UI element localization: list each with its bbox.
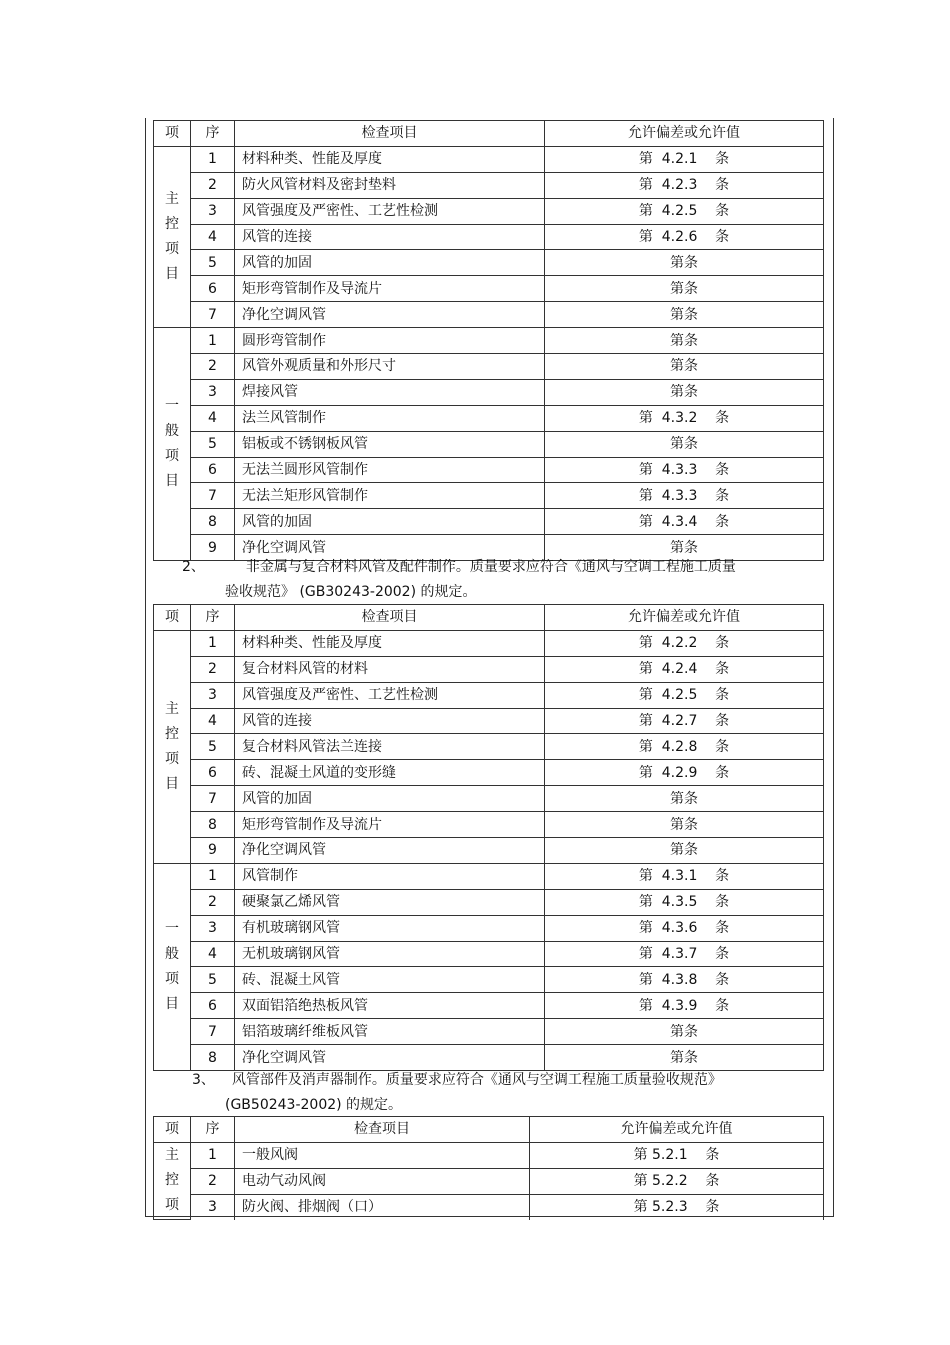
item-cell: 防火风管材料及密封垫料 (235, 172, 545, 198)
seq-cell: 7 (191, 1019, 235, 1045)
header-allowance: 允许偏差或允许值 (545, 605, 824, 631)
seq-cell: 2 (191, 354, 235, 380)
item-cell: 砖、混凝土风管 (235, 967, 545, 993)
category-cell (154, 863, 191, 1070)
seq-cell: 1 (191, 1142, 235, 1168)
table-row (154, 172, 824, 198)
allowance-cell: 第条 (545, 812, 824, 838)
header-row (154, 121, 824, 147)
seq-cell: 3 (191, 198, 235, 224)
item-cell: 净化空调风管 (235, 838, 545, 864)
section-2-heading (182, 556, 736, 576)
item-cell: 风管外观质量和外形尺寸 (235, 354, 545, 380)
seq-cell: 4 (191, 405, 235, 431)
inspection-table-composite-ducts (153, 604, 824, 1071)
inspection-table-duct-components (153, 1116, 824, 1220)
table-row (154, 457, 824, 483)
seq-cell: 5 (191, 734, 235, 760)
seq-cell: 6 (191, 276, 235, 302)
seq-cell: 9 (191, 535, 235, 561)
category-char: 项 (165, 750, 179, 767)
table-row (154, 328, 824, 354)
section-3-heading (192, 1069, 722, 1089)
allowance-cell: 第条 (545, 786, 824, 812)
table-row (154, 250, 824, 276)
table-row (154, 889, 824, 915)
category-cell (154, 146, 191, 327)
header-category: 项 (154, 605, 191, 631)
item-cell: 风管的连接 (235, 708, 545, 734)
item-cell: 铝板或不锈钢板风管 (235, 431, 545, 457)
allowance-cell: 第条 (545, 250, 824, 276)
item-cell: 双面铝箔绝热板风管 (235, 993, 545, 1019)
table-row (154, 863, 824, 889)
category-char: 一 (165, 920, 179, 937)
table-row (154, 993, 824, 1019)
section-text: 非金属与复合材料风管及配件制作。质量要求应符合《通风与空调工程施工质量 (245, 559, 736, 575)
allowance-cell: 第条 (545, 328, 824, 354)
allowance-cell: 第条 (545, 1045, 824, 1071)
category-char: 般 (165, 945, 179, 962)
seq-cell: 3 (191, 379, 235, 405)
allowance-cell: 第 4.2.1 条 (545, 146, 824, 172)
header-row (154, 1117, 824, 1143)
category-char: 目 (165, 266, 179, 282)
header-category: 项 (154, 121, 191, 147)
table-row (154, 431, 824, 457)
item-cell: 电动气动风阀 (235, 1168, 530, 1194)
seq-cell: 3 (191, 915, 235, 941)
table-row (154, 734, 824, 760)
table-row (154, 354, 824, 380)
seq-cell: 6 (191, 457, 235, 483)
seq-cell: 7 (191, 483, 235, 509)
table-row (154, 1168, 824, 1194)
item-cell: 一般风阀 (235, 1142, 530, 1168)
item-cell: 净化空调风管 (235, 1045, 545, 1071)
allowance-cell: 第条 (545, 354, 824, 380)
allowance-cell: 第 4.2.5 条 (545, 682, 824, 708)
header-allowance: 允许偏差或允许值 (545, 121, 824, 147)
allowance-cell: 第 5.2.3 条 (530, 1194, 824, 1219)
seq-cell: 3 (191, 1194, 235, 1219)
category-cell (154, 1142, 191, 1219)
item-cell: 风管的连接 (235, 224, 545, 250)
allowance-cell: 第条 (545, 535, 824, 561)
header-allowance: 允许偏差或允许值 (530, 1117, 824, 1143)
seq-cell: 7 (191, 302, 235, 328)
header-item: 检查项目 (235, 121, 545, 147)
seq-cell: 6 (191, 760, 235, 786)
allowance-cell: 第条 (545, 1019, 824, 1045)
seq-cell: 8 (191, 509, 235, 535)
header-row (154, 605, 824, 631)
seq-cell: 8 (191, 812, 235, 838)
seq-cell: 5 (191, 431, 235, 457)
item-cell: 焊接风管 (235, 379, 545, 405)
table-row (154, 483, 824, 509)
allowance-cell: 第条 (545, 838, 824, 864)
table-row (154, 379, 824, 405)
category-char: 项 (165, 448, 179, 465)
allowance-cell: 第 4.2.8 条 (545, 734, 824, 760)
header-seq: 序 (191, 605, 235, 631)
allowance-cell: 第 4.2.5 条 (545, 198, 824, 224)
category-char: 控 (165, 725, 179, 742)
allowance-cell: 第 4.2.9 条 (545, 760, 824, 786)
seq-cell: 6 (191, 993, 235, 1019)
header-seq: 序 (191, 1117, 235, 1143)
allowance-cell: 第 5.2.1 条 (530, 1142, 824, 1168)
category-char: 目 (165, 775, 179, 792)
table-row (154, 812, 824, 838)
table-row (154, 1045, 824, 1071)
allowance-cell: 第 4.3.6 条 (545, 915, 824, 941)
item-cell: 材料种类、性能及厚度 (235, 630, 545, 656)
table-row (154, 708, 824, 734)
category-char: 般 (165, 423, 179, 440)
table-row (154, 786, 824, 812)
item-cell: 风管的加固 (235, 786, 545, 812)
section-text: 风管部件及消声器制作。质量要求应符合《通风与空调工程施工质量验收规范》 (231, 1072, 722, 1088)
allowance-cell: 第条 (545, 276, 824, 302)
allowance-cell: 第 5.2.2 条 (530, 1168, 824, 1194)
seq-cell: 7 (191, 786, 235, 812)
allowance-cell: 第 4.2.6 条 (545, 224, 824, 250)
seq-cell: 1 (191, 328, 235, 354)
table-row (154, 915, 824, 941)
inspection-table-metal-ducts (153, 120, 824, 561)
item-cell: 防火阀、排烟阀（口） (235, 1194, 530, 1219)
section-3-continuation: (GB50243-2002) 的规定。 (225, 1097, 403, 1113)
category-char: 项 (165, 970, 179, 987)
allowance-cell: 第条 (545, 379, 824, 405)
table-row (154, 146, 824, 172)
category-char: 控 (165, 1172, 179, 1189)
header-seq: 序 (191, 121, 235, 147)
table-row (154, 682, 824, 708)
category-char: 主 (165, 191, 179, 207)
category-char: 目 (165, 995, 179, 1012)
allowance-cell: 第 4.2.7 条 (545, 708, 824, 734)
allowance-cell: 第条 (545, 302, 824, 328)
category-cell (154, 630, 191, 863)
item-cell: 圆形弯管制作 (235, 328, 545, 354)
section-number: 3、 (192, 1072, 215, 1088)
table-row (154, 198, 824, 224)
category-char: 项 (165, 241, 179, 257)
allowance-cell: 第条 (545, 431, 824, 457)
allowance-cell: 第 4.3.3 条 (545, 457, 824, 483)
seq-cell: 5 (191, 967, 235, 993)
table-row (154, 302, 824, 328)
category-char: 项 (165, 1197, 179, 1214)
table-row (154, 1142, 824, 1168)
seq-cell: 4 (191, 941, 235, 967)
section-number: 2、 (182, 559, 205, 575)
allowance-cell: 第 4.2.4 条 (545, 656, 824, 682)
table-row (154, 838, 824, 864)
allowance-cell: 第 4.3.1 条 (545, 863, 824, 889)
table-row (154, 760, 824, 786)
item-cell: 复合材料风管法兰连接 (235, 734, 545, 760)
category-char: 控 (165, 216, 179, 232)
allowance-cell: 第 4.3.9 条 (545, 993, 824, 1019)
table-row (154, 630, 824, 656)
item-cell: 法兰风管制作 (235, 405, 545, 431)
table-row (154, 656, 824, 682)
seq-cell: 2 (191, 172, 235, 198)
section-2-continuation: 验收规范》 (GB30243-2002) 的规定。 (225, 584, 477, 600)
item-cell: 风管制作 (235, 863, 545, 889)
seq-cell: 2 (191, 1168, 235, 1194)
table-row (154, 941, 824, 967)
category-char: 目 (165, 473, 179, 490)
seq-cell: 1 (191, 146, 235, 172)
seq-cell: 1 (191, 863, 235, 889)
allowance-cell: 第 4.3.8 条 (545, 967, 824, 993)
category-cell (154, 328, 191, 561)
seq-cell: 8 (191, 1045, 235, 1071)
item-cell: 硬聚氯乙烯风管 (235, 889, 545, 915)
item-cell: 风管强度及严密性、工艺性检测 (235, 682, 545, 708)
item-cell: 砖、混凝土风道的变形缝 (235, 760, 545, 786)
allowance-cell: 第 4.2.3 条 (545, 172, 824, 198)
table-row (154, 276, 824, 302)
table-row (154, 1019, 824, 1045)
item-cell: 复合材料风管的材料 (235, 656, 545, 682)
seq-cell: 2 (191, 889, 235, 915)
item-cell: 净化空调风管 (235, 535, 545, 561)
seq-cell: 4 (191, 708, 235, 734)
category-char: 一 (165, 398, 179, 415)
allowance-cell: 第 4.3.5 条 (545, 889, 824, 915)
item-cell: 有机玻璃钢风管 (235, 915, 545, 941)
header-category: 项 (154, 1117, 191, 1143)
item-cell: 无法兰圆形风管制作 (235, 457, 545, 483)
item-cell: 无机玻璃钢风管 (235, 941, 545, 967)
table-row (154, 224, 824, 250)
header-item: 检查项目 (235, 605, 545, 631)
seq-cell: 1 (191, 630, 235, 656)
table-row (154, 1194, 824, 1219)
allowance-cell: 第 4.3.2 条 (545, 405, 824, 431)
item-cell: 材料种类、性能及厚度 (235, 146, 545, 172)
table-row (154, 405, 824, 431)
allowance-cell: 第 4.2.2 条 (545, 630, 824, 656)
seq-cell: 3 (191, 682, 235, 708)
item-cell: 风管的加固 (235, 250, 545, 276)
allowance-cell: 第 4.3.4 条 (545, 509, 824, 535)
table-row (154, 509, 824, 535)
item-cell: 无法兰矩形风管制作 (235, 483, 545, 509)
allowance-cell: 第 4.3.7 条 (545, 941, 824, 967)
item-cell: 铝箔玻璃纤维板风管 (235, 1019, 545, 1045)
item-cell: 矩形弯管制作及导流片 (235, 812, 545, 838)
seq-cell: 9 (191, 838, 235, 864)
header-item: 检查项目 (235, 1117, 530, 1143)
table-row (154, 967, 824, 993)
item-cell: 风管强度及严密性、工艺性检测 (235, 198, 545, 224)
category-char: 主 (165, 1147, 179, 1164)
seq-cell: 4 (191, 224, 235, 250)
category-char: 主 (165, 700, 179, 717)
item-cell: 矩形弯管制作及导流片 (235, 276, 545, 302)
seq-cell: 5 (191, 250, 235, 276)
item-cell: 风管的加固 (235, 509, 545, 535)
allowance-cell: 第 4.3.3 条 (545, 483, 824, 509)
seq-cell: 2 (191, 656, 235, 682)
item-cell: 净化空调风管 (235, 302, 545, 328)
